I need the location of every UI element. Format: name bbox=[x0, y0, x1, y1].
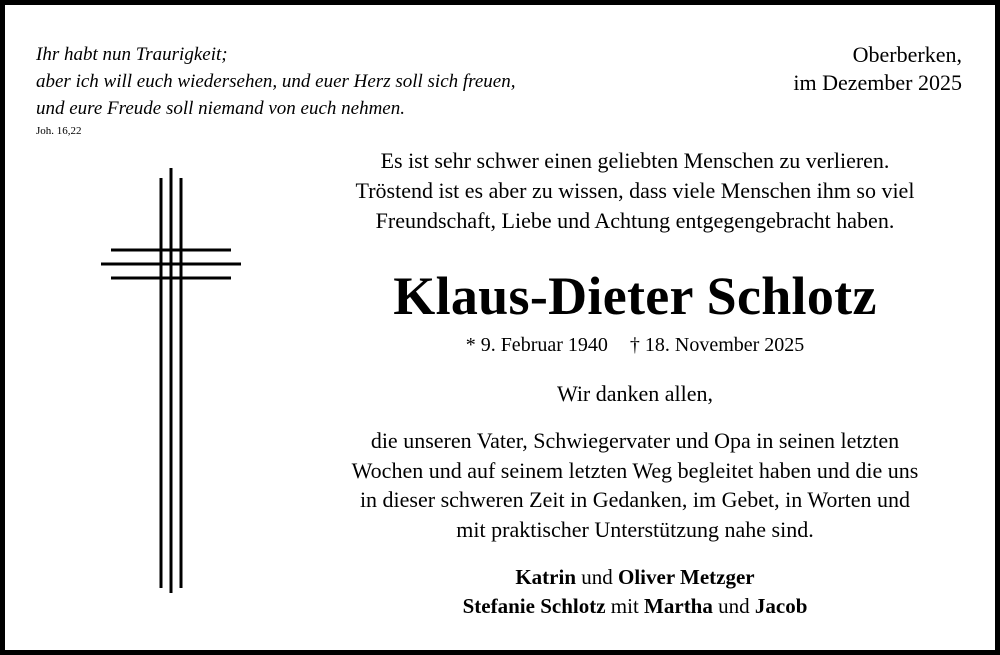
conjunction: und bbox=[581, 565, 613, 589]
thanks-heading: Wir danken allen, bbox=[556, 381, 714, 406]
signature-line-2 bbox=[295, 592, 975, 621]
death-date: † 18. November 2025 bbox=[629, 334, 805, 356]
signatory-name: Stefanie Schlotz bbox=[462, 594, 606, 618]
signatures bbox=[295, 563, 975, 621]
signatory-name: Martha bbox=[644, 594, 713, 618]
intro-line: Es ist sehr schwer einen geliebten Menschen zu verlieren. bbox=[380, 148, 890, 173]
signature-line-1 bbox=[295, 563, 975, 592]
intro-line: Tröstend ist es aber zu wissen, dass viele Menschen ihm so viel bbox=[355, 178, 915, 203]
conjunction: und bbox=[718, 594, 750, 618]
deceased-name: Klaus-Dieter Schlotz bbox=[393, 266, 877, 326]
thanks-line: in dieser schweren Zeit in Gedanken, im Gebet, in Worten und bbox=[359, 487, 911, 512]
thanks-line: die unseren Vater, Schwiegervater und Opa in seinen letzten bbox=[370, 428, 900, 453]
bible-verse bbox=[36, 41, 656, 122]
verse-line: aber ich will euch wiedersehen, und euer Herz soll sich freuen, bbox=[36, 71, 516, 92]
date: im Dezember 2025 bbox=[793, 70, 962, 95]
thanks-line: mit praktischer Unterstützung nahe sind. bbox=[456, 516, 814, 542]
verse-line: und eure Freude soll niemand von euch nehmen. bbox=[36, 98, 405, 119]
place: Oberberken, bbox=[852, 42, 962, 67]
place-and-date bbox=[793, 41, 962, 97]
verse-line: Ihr habt nun Traurigkeit; bbox=[36, 44, 228, 65]
verse-reference: Joh. 16,22 bbox=[36, 125, 82, 137]
signatory-name: Oliver Metzger bbox=[618, 565, 755, 589]
thanks-text bbox=[295, 426, 975, 544]
intro-text bbox=[295, 146, 975, 236]
conjunction: mit bbox=[610, 594, 639, 618]
signatory-name: Katrin bbox=[515, 565, 577, 589]
signatory-name: Jacob bbox=[754, 594, 808, 618]
birth-date: * 9. Februar 1940 bbox=[465, 334, 608, 356]
intro-line: Freundschaft, Liebe und Achtung entgegengebracht haben. bbox=[375, 208, 895, 233]
thanks-line: Wochen und auf seinem letzten Weg begleitet haben und die uns bbox=[351, 457, 919, 483]
life-dates bbox=[295, 332, 975, 358]
cross-icon bbox=[101, 168, 241, 593]
